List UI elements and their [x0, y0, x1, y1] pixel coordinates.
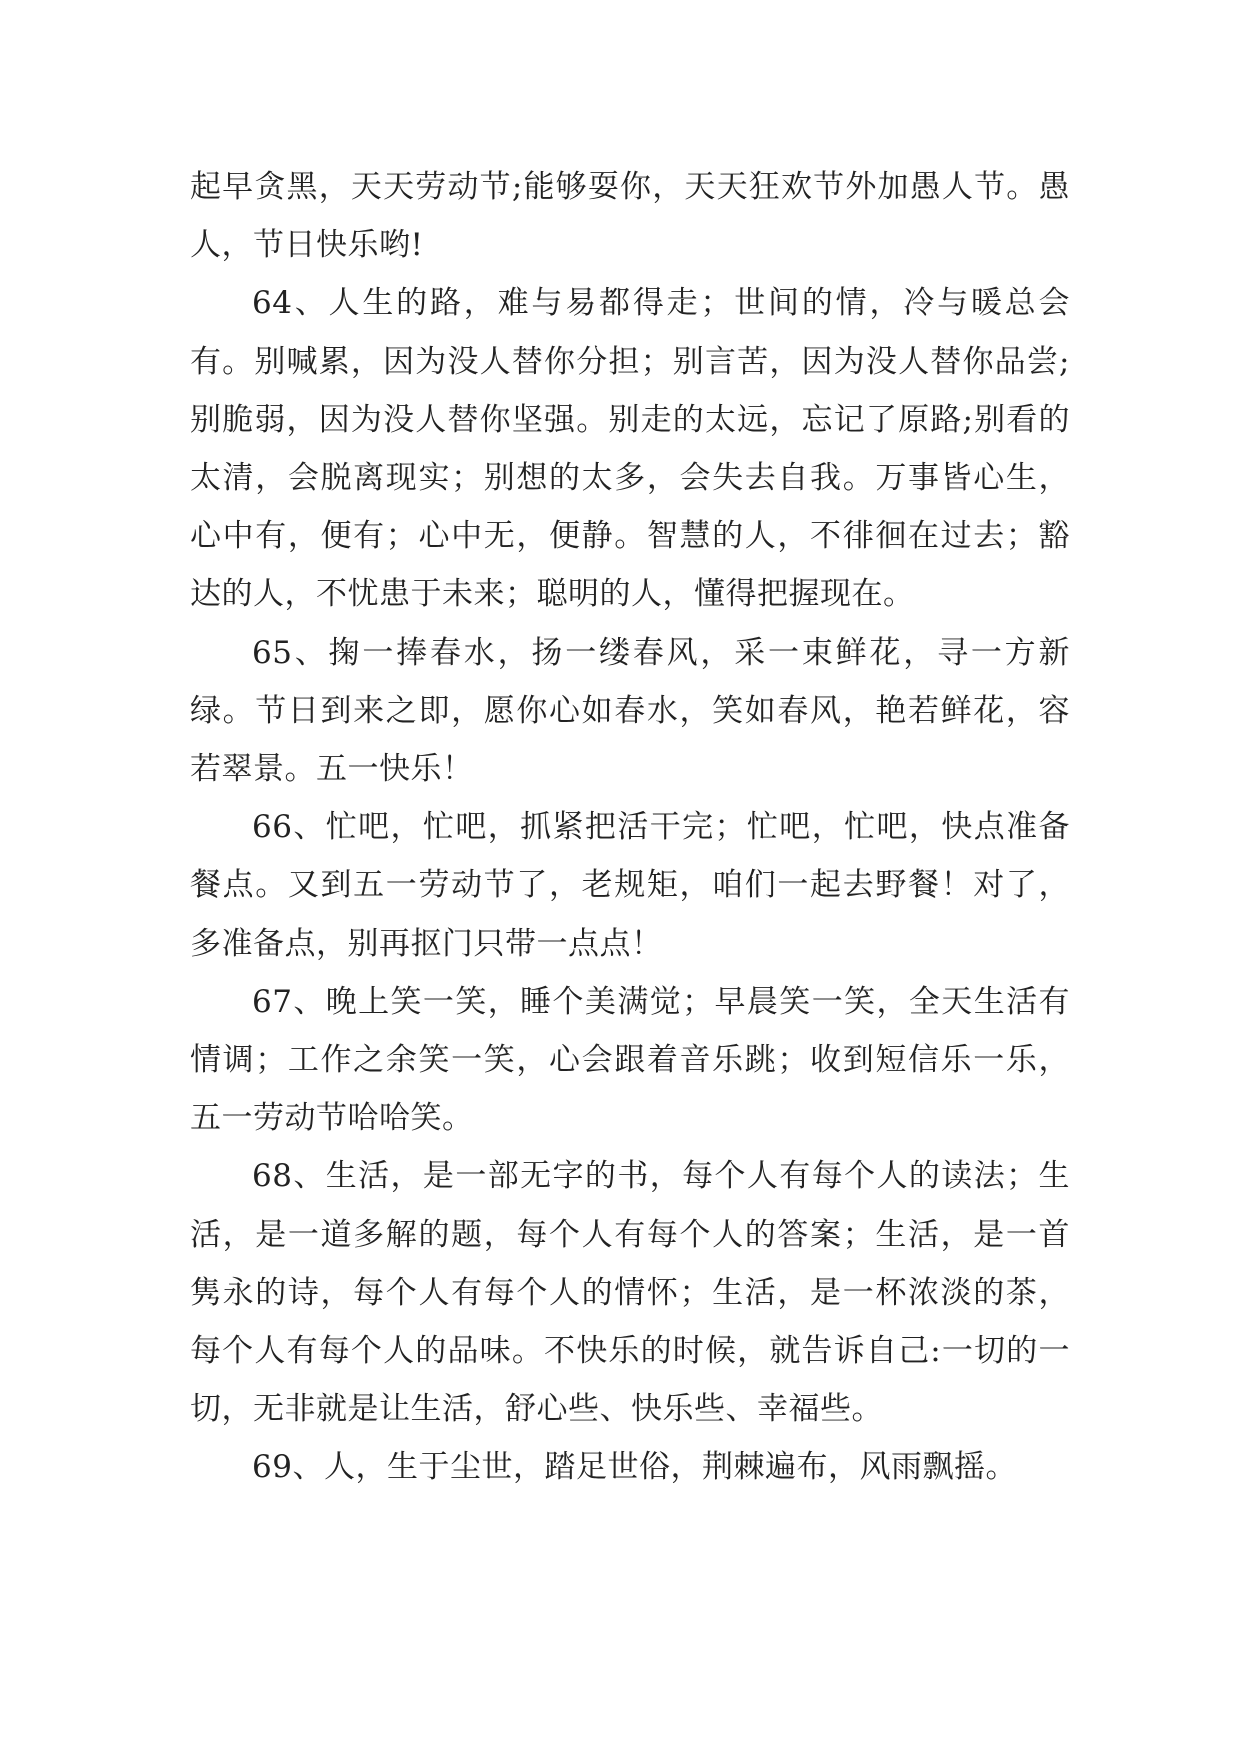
- paragraph-65: 65、掬一捧春水，扬一缕春风，采一束鲜花，寻一方新绿。节日到来之即，愿你心如春水，笑如春风，艳若鲜花，容若翠景。五一快乐！: [190, 634, 1070, 788]
- paragraph-69: 69、人，生于尘世，踏足世俗，荆棘遍布，风雨飘摇。: [252, 1449, 1017, 1486]
- document-body: [190, 158, 1070, 1497]
- paragraph-1: 起早贪黑，天天劳动节;能够耍你，天天狂欢节外加愚人节。愚人，节日快乐哟!: [190, 169, 1070, 264]
- paragraph-67: 67、晚上笑一笑，睡个美满觉；早晨笑一笑，全天生活有情调；工作之余笑一笑，心会跟着音乐跳；收到短信乐一乐，五一劳动节哈哈笑。: [190, 983, 1070, 1137]
- paragraph-66: 66、忙吧，忙吧，抓紧把活干完；忙吧，忙吧，快点准备餐点。又到五一劳动节了，老规矩，咱们一起去野餐！对了，多准备点，别再抠门只带一点点！: [190, 809, 1070, 962]
- paragraph-64: 64、人生的路，难与易都得走；世间的情，冷与暖总会有。别喊累，因为没人替你分担；别言苦，因为没人替你品尝;别脆弱，因为没人替你坚强。别走的太远，忘记了原路;别看的太清，会脱离现实；别想的太多，会失去自我。万事皆心生，心中有，便有；心中无，便静。智慧的人，不徘徊在过去；豁达的人，不忧患于未来；聪明的人，懂得把握现在。: [190, 285, 1070, 613]
- paragraph-68: 68、生活，是一部无字的书，每个人有每个人的读法；生活，是一道多解的题，每个人有每个人的答案；生活，是一首隽永的诗，每个人有每个人的情怀；生活，是一杯浓淡的茶，每个人有每个人的品味。不快乐的时候，就告诉自己:一切的一切，无非就是让生活，舒心些、快乐些、幸福些。: [190, 1158, 1070, 1428]
